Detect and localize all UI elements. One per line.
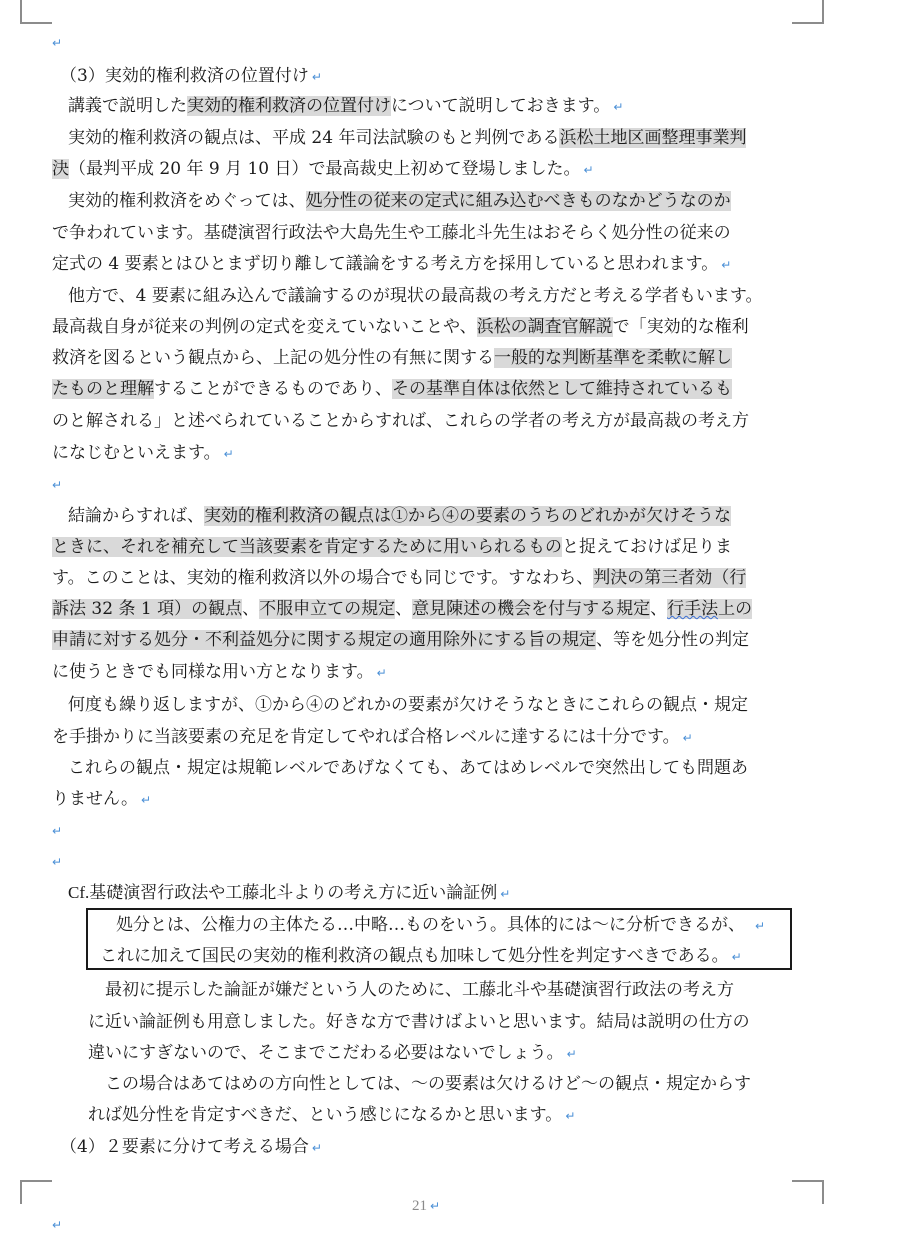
paragraph-mark: ↵ — [52, 1218, 63, 1232]
crop-mark-bottom-left — [20, 1180, 52, 1204]
paragraph-mark: ↵ — [500, 887, 511, 901]
highlighted-text: 上の — [718, 599, 753, 619]
text-line[interactable]: になじむといえます。 ↵ — [52, 443, 234, 463]
text-line[interactable]: 最高裁自身が従来の判例の定式を変えていないことや、浜松の調査官解説で「実効的な権利 — [52, 317, 749, 337]
text-line[interactable]: この場合はあてはめの方向性としては、〜の要素は欠けるけど〜の観点・規定からす — [105, 1074, 751, 1094]
text-line[interactable]: で争われています。基礎演習行政法や大島先生や工藤北斗先生はおそらく処分性の従来の — [52, 223, 731, 243]
paragraph-mark: ↵ — [583, 163, 594, 177]
text-line[interactable]: のと解される」と述べられていることからすれば、これらの学者の考え方が最高裁の考え方 — [52, 411, 749, 431]
highlighted-text: 意見陳述の機会を付与する規定 — [412, 599, 651, 619]
crop-mark-top-left — [20, 0, 52, 24]
section-heading-4[interactable]: （4）２要素に分けて考える場合 ↵ — [60, 1137, 322, 1157]
paragraph-mark: ↵ — [682, 731, 693, 745]
highlighted-text: 実効的権利救済の位置付け — [187, 96, 391, 116]
text-line[interactable]: ときに、それを補充して当該要素を肯定するために用いられるものと捉えておけば足りま — [52, 537, 732, 557]
crop-mark-bottom-right — [792, 1180, 824, 1204]
paragraph-mark: ↵ — [141, 793, 152, 807]
text-line[interactable]: 他方で、4 要素に組み込んで議論するのが現状の最高裁の考え方だと考える学者もいます。 — [68, 286, 763, 306]
paragraph-mark: ↵ — [613, 100, 624, 114]
text-line[interactable]: を手掛かりに当該要素の充足を肯定してやれば合格レベルに達するには十分です。 ↵ — [52, 727, 693, 747]
text-line[interactable]: に近い論証例も用意しました。好きな方で書けばよいと思います。結局は説明の仕方の — [88, 1012, 750, 1032]
text-line[interactable]: 講義で説明した実効的権利救済の位置付けについて説明しておきます。 ↵ — [68, 96, 624, 116]
highlighted-text: その基準自体は依然として維持されているも — [392, 379, 732, 399]
text-line[interactable]: 実効的権利救済の観点は、平成 24 年司法試験のもと判例である浜松土地区画整理事業判 — [68, 128, 747, 148]
highlighted-text: 実効的権利救済の観点は①から④の要素のうちのどれかが欠けそうな — [204, 506, 731, 526]
highlighted-text: 浜松土地区画整理事業判 — [559, 128, 747, 148]
paragraph-mark: ↵ — [311, 70, 322, 84]
paragraph-mark: ↵ — [311, 1141, 322, 1155]
crop-mark-top-right — [792, 0, 824, 24]
highlighted-text: 判決の第三者効（行 — [593, 568, 747, 588]
text-line[interactable]: これらの観点・規定は規範レベルであげなくても、あてはめレベルで突然出しても問題あ — [68, 758, 748, 778]
text-line[interactable]: 訴法 32 条 1 項）の観点、不服申立ての規定、意見陳述の機会を付与する規定、行手法上の — [52, 599, 753, 619]
paragraph-mark: ↵ — [52, 855, 63, 869]
highlighted-text: 申請に対する処分・不利益処分に関する規定の適用除外にする旨の規定 — [52, 630, 596, 650]
highlighted-text: たものと理解 — [52, 379, 154, 399]
paragraph-mark: ↵ — [430, 1199, 441, 1213]
page-number: 21 ↵ — [412, 1198, 441, 1214]
text-line[interactable]: 最初に提示した論証が嫌だという人のために、工藤北斗や基礎演習行政法の考え方 — [105, 980, 734, 1000]
text-line[interactable]: たものと理解することができるものであり、その基準自体は依然として維持されているも — [52, 379, 732, 399]
text-line[interactable]: に使うときでも同様な用い方となります。 ↵ — [52, 662, 387, 682]
paragraph-mark: ↵ — [565, 1109, 576, 1123]
paragraph-mark: ↵ — [721, 258, 732, 272]
paragraph-mark: ↵ — [52, 824, 63, 838]
highlighted-text: 処分性の従来の定式に組み込むべきものなかどうなのか — [305, 191, 731, 211]
highlighted-text: 訴法 32 条 1 項）の観点 — [52, 599, 243, 619]
text-line[interactable]: りません。 ↵ — [52, 789, 152, 809]
paragraph-mark: ↵ — [755, 919, 766, 933]
text-line[interactable]: 申請に対する処分・不利益処分に関する規定の適用除外にする旨の規定、等を処分性の判定 — [52, 630, 749, 650]
paragraph-mark: ↵ — [223, 447, 234, 461]
spellcheck-underlined-text: 行手法 — [667, 599, 719, 619]
example-text-line[interactable]: 処分とは、公権力の主体たる…中略…ものをいう。具体的には〜に分析できるが、 ↵ — [116, 915, 766, 935]
paragraph-mark: ↵ — [566, 1047, 577, 1061]
highlighted-text: 決 — [52, 159, 69, 179]
text-line[interactable]: 何度も繰り返しますが、①から④のどれかの要素が欠けそうなときにこれらの観点・規定 — [68, 695, 748, 715]
highlighted-text: 浜松の調査官解説 — [476, 317, 613, 337]
text-line[interactable]: 救済を図るという観点から、上記の処分性の有無に関する一般的な判断基準を柔軟に解し — [52, 348, 732, 368]
text-line[interactable]: す。このことは、実効的権利救済以外の場合でも同じです。すなわち、判決の第三者効（行 — [52, 568, 747, 588]
paragraph-mark: ↵ — [376, 666, 387, 680]
paragraph-mark: ↵ — [52, 478, 63, 492]
paragraph-mark: ↵ — [52, 36, 63, 50]
section-heading-3[interactable]: （3）実効的権利救済の位置付け ↵ — [60, 66, 322, 86]
cf-heading[interactable]: Cf.基礎演習行政法や工藤北斗よりの考え方に近い論証例 ↵ — [68, 883, 511, 902]
highlighted-text: 一般的な判断基準を柔軟に解し — [494, 348, 732, 368]
highlighted-text: ときに、それを補充して当該要素を肯定するために用いられるもの — [52, 537, 562, 557]
text-line[interactable]: れば処分性を肯定すべきだ、という感じになるかと思います。 ↵ — [88, 1105, 576, 1125]
text-line[interactable]: 違いにすぎないので、そこまでこだわる必要はないでしょう。 ↵ — [88, 1043, 577, 1063]
text-line[interactable]: 決（最判平成 20 年 9 月 10 日）で最高裁史上初めて登場しました。 ↵ — [52, 159, 594, 179]
text-line[interactable]: 実効的権利救済をめぐっては、処分性の従来の定式に組み込むべきものなかどうなのか — [68, 191, 731, 211]
paragraph-mark: ↵ — [731, 950, 742, 964]
highlighted-text: 不服申立ての規定 — [259, 599, 396, 619]
text-line[interactable]: 定式の 4 要素とはひとまず切り離して議論をする考え方を採用していると思われます。 ↵ — [52, 254, 732, 274]
text-line[interactable]: 結論からすれば、実効的権利救済の観点は①から④の要素のうちのどれかが欠けそうな — [68, 506, 731, 526]
example-text-line[interactable]: これに加えて国民の実効的権利救済の観点も加味して処分性を判定すべきである。 ↵ — [100, 946, 742, 966]
